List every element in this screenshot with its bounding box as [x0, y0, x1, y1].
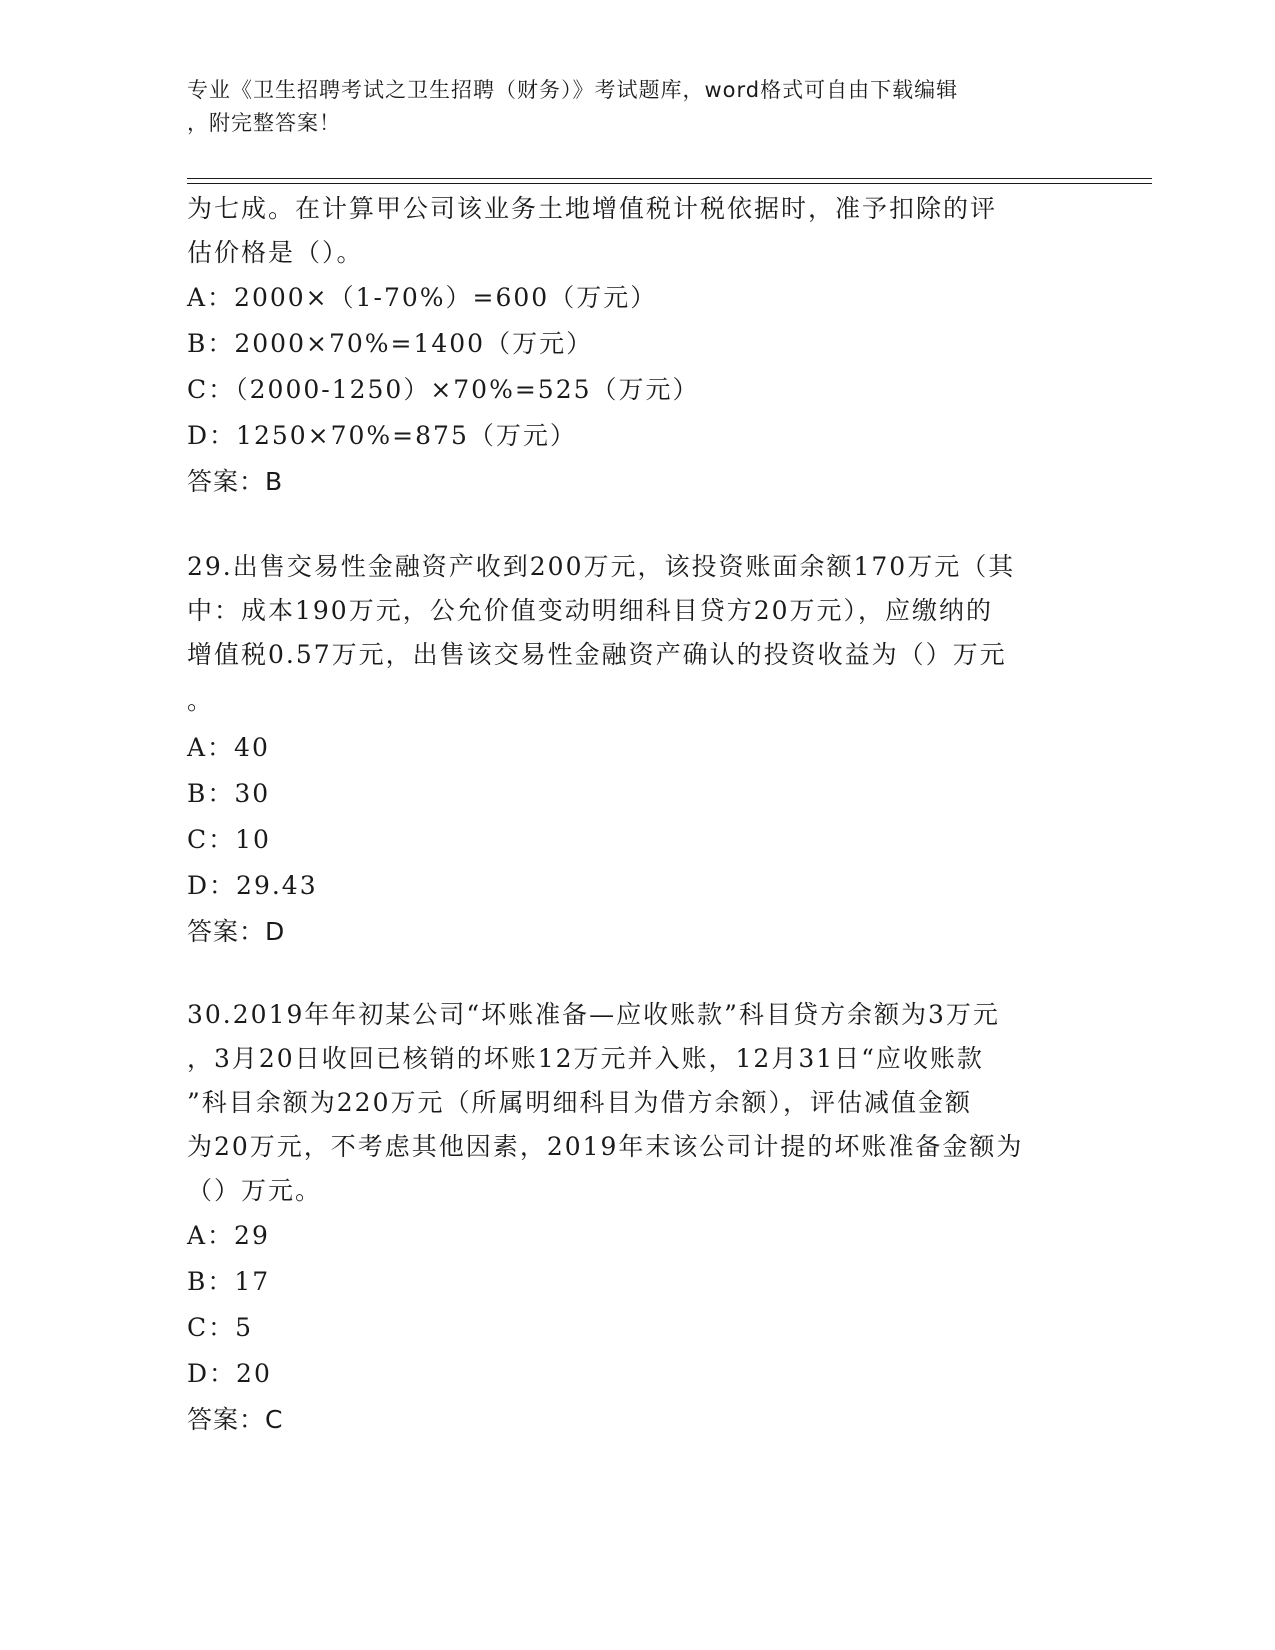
option-a: A：2000×（1-70%）=600（万元）: [187, 283, 658, 312]
header-line-2: ，附完整答案！: [187, 111, 341, 135]
header-divider-top: [187, 178, 1152, 179]
header-line-1: 专业《卫生招聘考试之卫生招聘（财务）》考试题库，word格式可自由下载编辑: [187, 78, 959, 102]
option-b: B：30: [187, 779, 271, 808]
question-28: [187, 187, 1087, 505]
document-header: [187, 74, 1067, 140]
question-stem-line: ”科目余额为220万元（所属明细科目为借方余额），评估减值金额: [187, 1088, 973, 1117]
question-stem-line: 29.出售交易性金融资产收到200万元，该投资账面余额170万元（其: [187, 552, 1016, 581]
question-stem-line: 为20万元，不考虑其他因素，2019年末该公司计提的坏账准备金额为: [187, 1132, 1024, 1161]
question-stem-line: ，3月20日收回已核销的坏账12万元并入账，12月31日“应收账款: [187, 1044, 984, 1073]
question-stem-line: 中：成本190万元，公允价值变动明细科目贷方20万元），应缴纳的: [187, 596, 994, 625]
option-d: D：1250×70%=875（万元）: [187, 421, 577, 450]
header-divider-bottom: [187, 183, 1152, 184]
option-a: A：29: [187, 1221, 270, 1250]
option-c: C：5: [187, 1313, 254, 1342]
question-stem-line: 为七成。在计算甲公司该业务土地增值税计税依据时，准予扣除的评: [187, 194, 998, 223]
answer: 答案：D: [187, 917, 286, 946]
question-stem-line: 30.2019年年初某公司“坏账准备—应收账款”科目贷方余额为3万元: [187, 1000, 1000, 1029]
question-stem-line: 。: [187, 686, 215, 715]
option-b: B：2000×70%=1400（万元）: [187, 329, 594, 358]
option-a: A：40: [187, 733, 270, 762]
option-b: B：17: [187, 1267, 271, 1296]
question-30: [187, 993, 1087, 1443]
question-stem-line: 估价格是（）。: [187, 238, 364, 267]
option-c: C：10: [187, 825, 271, 854]
question-stem-line: （）万元。: [187, 1176, 323, 1205]
question-stem-line: 增值税0.57万元，出售该交易性金融资产确认的投资收益为（）万元: [187, 640, 1007, 669]
answer: 答案：B: [187, 467, 284, 496]
answer: 答案：C: [187, 1405, 284, 1434]
question-29: [187, 545, 1087, 955]
option-d: D：29.43: [187, 871, 318, 900]
option-c: C：（2000-1250）×70%=525（万元）: [187, 375, 700, 404]
option-d: D：20: [187, 1359, 272, 1388]
